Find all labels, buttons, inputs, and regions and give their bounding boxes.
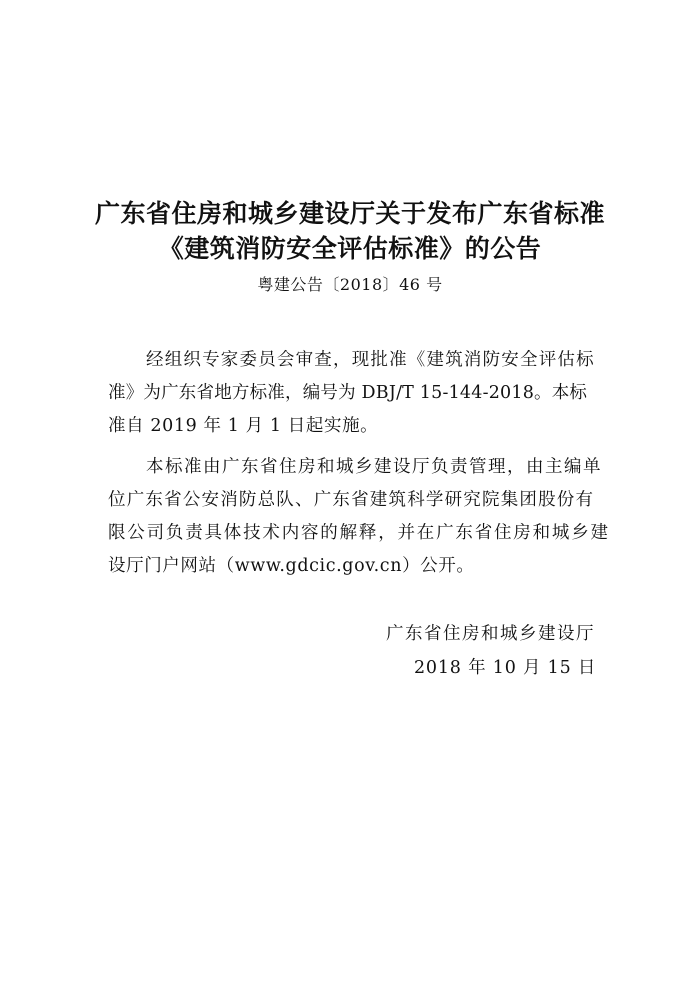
paragraph-2-line-3: 限公司负责具体技术内容的解释，并在广东省住房和城乡建 [108, 523, 610, 543]
paragraph-2-line-2: 位广东省公安消防总队、广东省建筑科学研究院集团股份有 [108, 490, 595, 510]
paragraph-1-line-2: 准》为广东省地方标准，编号为 DBJ/T 15-144-2018。本标 [108, 383, 588, 403]
paragraph-1-line-1: 经组织专家委员会审查，现批准《建筑消防安全评估标 [146, 350, 595, 370]
issuing-organization: 广东省住房和城乡建设厅 [386, 624, 595, 644]
paragraph-1-line-3: 准自 2019 年 1 月 1 日起实施。 [108, 416, 379, 436]
title-line-1: 广东省住房和城乡建设厅关于发布广东省标准 [94, 199, 605, 228]
title-line-2: 《建筑消防安全评估标准》的公告 [158, 234, 542, 263]
paragraph-2-line-4: 设厅门户网站（www.gdcic.gov.cn）公开。 [108, 556, 475, 576]
issue-date: 2018 年 10 月 15 日 [414, 658, 597, 678]
document-number: 粤建公告〔2018〕46 号 [257, 275, 443, 294]
paragraph-2-line-1: 本标准由广东省住房和城乡建设厅负责管理，由主编单 [146, 457, 602, 477]
